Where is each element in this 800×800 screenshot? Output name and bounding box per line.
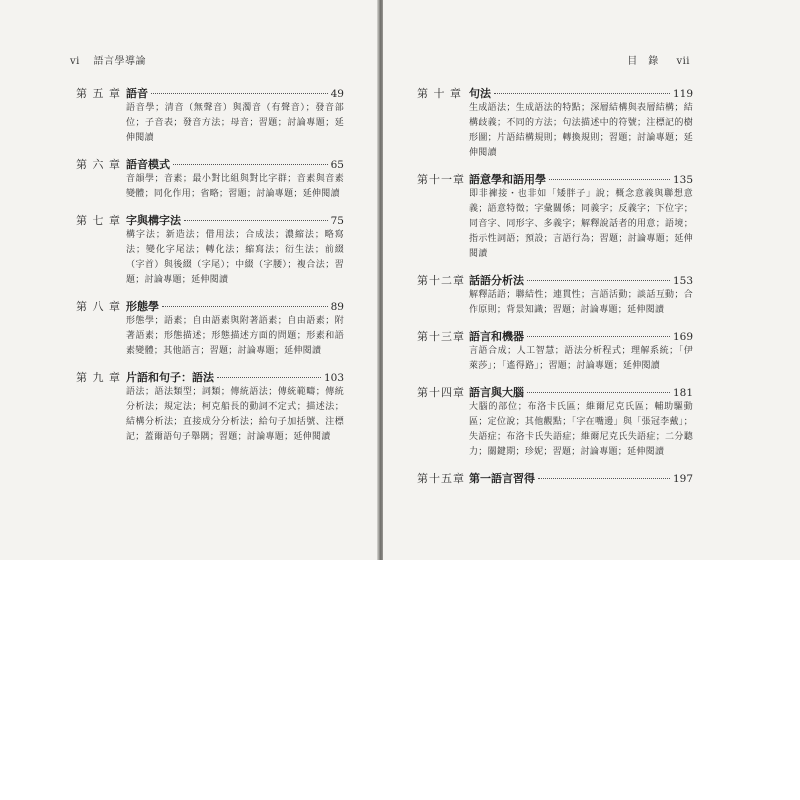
page-number: 49 <box>330 88 344 100</box>
chapter-number: 第 八 章 <box>76 300 121 313</box>
dot-leader <box>151 93 328 94</box>
chapter-title: 字與構字法 <box>126 214 181 227</box>
toc-entry-heading <box>417 274 693 288</box>
page-number: 103 <box>323 372 344 384</box>
page-number: 181 <box>672 387 693 399</box>
right-toc <box>417 87 693 498</box>
left-page-number: vi <box>70 56 80 67</box>
toc-entry-heading <box>417 472 693 486</box>
toc-entry <box>417 330 693 374</box>
right-running-title: 目 錄 <box>627 56 659 67</box>
chapter-topics: 語法；語法類型；詞類；傳統語法；傳統範疇；傳統分析法；規定法；柯克船長的動詞不定式；描述法；結構分析法；直接成分分析法；給句子加括號、注標記；蓋爾語句子舉隅；習題；討論專題；延伸閱讀 <box>126 387 344 442</box>
chapter-title: 語意學和語用學 <box>469 173 546 186</box>
page-number: 197 <box>672 473 693 485</box>
page-number: 119 <box>672 88 693 100</box>
left-running-head <box>70 52 146 67</box>
page-number: 169 <box>672 331 693 343</box>
page-number: 153 <box>672 275 693 287</box>
toc-entry <box>417 472 693 486</box>
chapter-number: 第十三章 <box>417 330 465 343</box>
chapter-topics: 音韻學；音素；最小對比組與對比字群；音素與音素變體；同化作用；省略；習題；討論專題；延伸閱讀 <box>126 174 344 199</box>
left-running-title: 語言學導論 <box>93 56 147 67</box>
chapter-number: 第 十 章 <box>417 87 462 100</box>
toc-entry <box>76 371 344 445</box>
chapter-topics: 語音學；清音（無聲音）與濁音（有聲音）；發音部位；子音表；發音方法；母音；習題；討論專題；延伸閱讀 <box>126 103 344 143</box>
dot-leader <box>173 164 328 165</box>
dot-leader <box>527 392 670 393</box>
dot-leader <box>527 280 670 281</box>
chapter-title: 片語和句子：語法 <box>126 371 214 384</box>
chapter-title: 話語分析法 <box>469 274 524 287</box>
chapter-topics: 解釋話語；聯結性；連貫性；言語活動；談話互動；合作原則；背景知識；習題；討論專題；延伸閱讀 <box>469 290 693 315</box>
chapter-title: 語音模式 <box>126 158 170 171</box>
chapter-title: 語言與大腦 <box>469 386 524 399</box>
chapter-number: 第十四章 <box>417 386 465 399</box>
toc-entry-heading <box>76 300 344 314</box>
chapter-number: 第 九 章 <box>76 371 121 384</box>
chapter-topics: 生成語法；生成語法的特點；深層結構與表層結構；結構歧義；不同的方法；句法描述中的符號；注標記的樹形圖；片語結構規則；轉換規則；習題；討論專題；延伸閱讀 <box>469 103 693 158</box>
chapter-topics: 言語合成；人工智慧；語法分析程式；理解系統；「伊萊莎」；「遙得路」；習題；討論專題；延伸閱讀 <box>469 346 693 371</box>
chapter-topics: 構字法；新造法；借用法；合成法；濃縮法；略寫法；變化字尾法；轉化法；縮寫法；衍生法；前綴（字首）與後綴（字尾）；中綴（字腰）；複合法；習題；討論專題；延伸閱讀 <box>126 230 344 285</box>
chapter-number: 第 六 章 <box>76 158 121 171</box>
dot-leader <box>538 478 670 479</box>
toc-entry <box>417 173 693 262</box>
dot-leader <box>549 179 670 180</box>
toc-entry-heading <box>417 386 693 400</box>
dot-leader <box>527 336 670 337</box>
chapter-topics: 形態學；語素；自由語素與附著語素；自由語素；附著語素；形態描述；形態描述方面的問題；形素和語素變體；其他語言；習題；討論專題；延伸閱讀 <box>126 316 344 356</box>
toc-entry <box>76 158 344 202</box>
chapter-number: 第 五 章 <box>76 87 121 100</box>
toc-entry-heading <box>76 214 344 228</box>
toc-entry <box>417 274 693 318</box>
left-toc <box>76 87 344 457</box>
toc-entry-heading <box>417 173 693 187</box>
toc-entry <box>76 87 344 146</box>
toc-entry-heading <box>417 87 693 101</box>
toc-entry-heading <box>76 371 344 385</box>
toc-entry-heading <box>417 330 693 344</box>
chapter-title: 形態學 <box>126 300 159 313</box>
toc-entry <box>76 300 344 359</box>
chapter-topics: 即非褲接・也非如「矮胖子」說；概念意義與聯想意義；語意特徵；字彙關係；同義字；反義字；下位字；同音字、同形字、多義字；解釋說話者的用意；語境；指示性詞語；預設；言語行為；習題；討論專題；延伸閱讀 <box>469 189 693 259</box>
page-number: 89 <box>330 301 344 313</box>
page-number: 75 <box>330 215 344 227</box>
chapter-number: 第十一章 <box>417 173 465 186</box>
right-page-number: vii <box>676 56 690 67</box>
toc-entry-heading <box>76 158 344 172</box>
chapter-title: 語言和機器 <box>469 330 524 343</box>
chapter-title: 第一語言習得 <box>469 472 535 485</box>
toc-entry <box>76 214 344 288</box>
chapter-number: 第十五章 <box>417 472 465 485</box>
left-page <box>0 0 380 560</box>
chapter-number: 第十二章 <box>417 274 465 287</box>
dot-leader <box>494 93 670 94</box>
page-number: 65 <box>330 159 344 171</box>
page-number: 135 <box>672 174 693 186</box>
dot-leader <box>162 306 328 307</box>
toc-entry <box>417 386 693 460</box>
toc-entry <box>417 87 693 161</box>
chapter-title: 句法 <box>469 87 491 100</box>
chapter-title: 語音 <box>126 87 148 100</box>
toc-entry-heading <box>76 87 344 101</box>
dot-leader <box>184 220 328 221</box>
dot-leader <box>217 377 321 378</box>
chapter-topics: 大腦的部位；布洛卡氏區；維爾尼克氏區；輔助驅動區；定位說；其他觀點；「字在嘴邊」與「張冠李戴」；失語症；布洛卡氏失語症；維爾尼克氏失語症；二分聽力；關鍵期；珍妮；習題；討論專題；延伸閱讀 <box>469 402 693 457</box>
right-running-head <box>627 52 690 67</box>
chapter-number: 第 七 章 <box>76 214 121 227</box>
right-page <box>383 0 800 560</box>
